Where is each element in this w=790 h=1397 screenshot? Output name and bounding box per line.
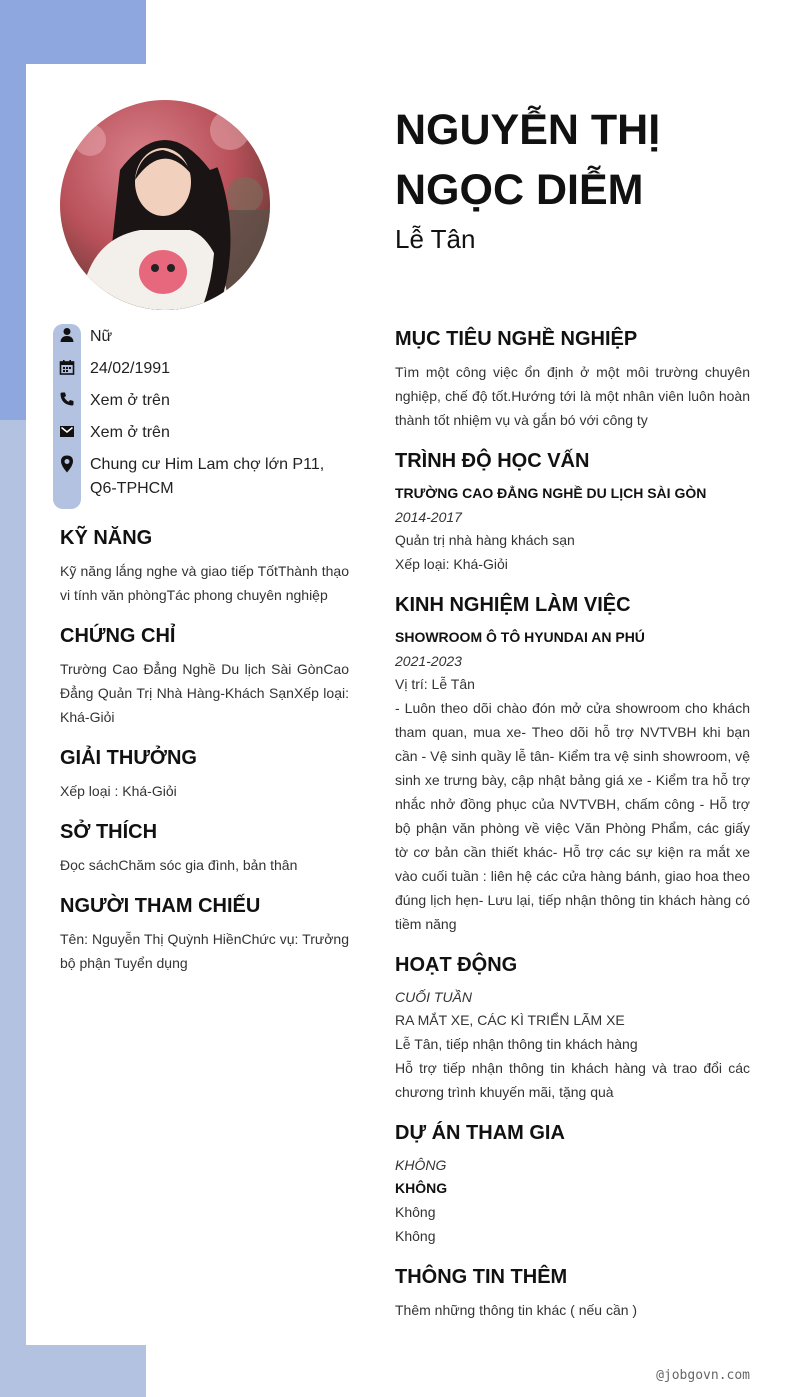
experience-position: Vị trí: Lễ Tân <box>395 676 475 692</box>
hobbies-heading: SỞ THÍCH <box>60 821 158 843</box>
projects-name: KHÔNG <box>395 1180 448 1196</box>
objective-text: Tìm một công việc ổn định ở một môi trường chuyên nghiệp, chế độ tốt.Hướng tới là một nhân viên luôn hoàn thành tốt nhiệm vụ và gắn bó với công ty <box>395 364 750 428</box>
projects-line-1: Không <box>395 1204 436 1220</box>
references-text: Tên: Nguyễn Thị Quỳnh HiềnChức vụ: Trưởng bộ phận Tuyển dụng <box>60 931 349 971</box>
experience-company: SHOWROOM Ô TÔ HYUNDAI AN PHÚ <box>395 629 645 645</box>
experience-heading: KINH NGHIỆM LÀM VIỆC <box>395 594 631 616</box>
mail-icon <box>59 423 75 439</box>
activities-event: RA MẮT XE, CÁC KÌ TRIỂN LÃM XE <box>395 1012 625 1028</box>
phone-icon <box>59 391 75 407</box>
candidate-name <box>395 100 755 220</box>
accent-strip-left <box>0 420 26 1397</box>
calendar-icon <box>59 359 75 375</box>
skills-text: Kỹ năng lắng nghe và giao tiếp TốtThành thạo vi tính văn phòngTác phong chuyên nghiệp <box>60 563 349 603</box>
name-line-1: NGUYỄN THỊ <box>395 106 661 154</box>
address-value: Chung cư Him Lam chợ lớn P11, Q6-TPHCM <box>90 456 325 497</box>
projects-heading: DỰ ÁN THAM GIA <box>395 1122 565 1144</box>
education-rank: Xếp loại: Khá-Giỏi <box>395 556 508 572</box>
additional-heading: THÔNG TIN THÊM <box>395 1266 568 1288</box>
education-school: TRƯỜNG CAO ĐẲNG NGHỀ DU LỊCH SÀI GÒN <box>395 485 707 501</box>
phone-value: Xem ở trên <box>90 392 170 409</box>
experience-period: 2021-2023 <box>395 653 462 669</box>
email-value: Xem ở trên <box>90 424 170 441</box>
hobbies-text: Đọc sáchChăm sóc gia đình, bản thân <box>60 857 298 873</box>
awards-text: Xếp loại : Khá-Giỏi <box>60 783 177 799</box>
education-period: 2014-2017 <box>395 509 462 525</box>
name-line-2: NGỌC DIỄM <box>395 166 644 214</box>
activities-heading: HOẠT ĐỘNG <box>395 954 518 976</box>
user-icon <box>59 327 75 343</box>
references-heading: NGƯỜI THAM CHIẾU <box>60 895 261 917</box>
certificates-heading: CHỨNG CHỈ <box>60 625 176 647</box>
avatar-photo <box>60 100 270 310</box>
skills-heading: KỸ NĂNG <box>60 527 153 549</box>
job-title: Lễ Tân <box>395 224 476 254</box>
education-heading: TRÌNH ĐỘ HỌC VẤN <box>395 450 590 472</box>
birthdate-value: 24/02/1991 <box>90 360 171 377</box>
objective-heading: MỤC TIÊU NGHỀ NGHIỆP <box>395 328 638 350</box>
certificates-text: Trường Cao Đẳng Nghề Du lịch Sài GònCao Đẳng Quản Trị Nhà Hàng-Khách SạnXếp loại: Khá-Giỏi <box>60 661 349 725</box>
projects-line-2: Không <box>395 1228 436 1244</box>
awards-heading: GIẢI THƯỞNG <box>60 747 197 769</box>
activities-description: Hỗ trợ tiếp nhận thông tin khách hàng và trao đổi các chương trình khuyến mãi, tặng quà <box>395 1060 750 1100</box>
additional-text: Thêm những thông tin khác ( nếu cần ) <box>395 1302 638 1318</box>
education-major: Quản trị nhà hàng khách sạn <box>395 532 575 548</box>
gender-value: Nữ <box>90 328 113 345</box>
activities-period: CUỐI TUẦN <box>395 989 472 1005</box>
location-pin-icon <box>59 455 75 471</box>
experience-description: - Luôn theo dõi chào đón mở cửa showroom cho khách tham quan, mua xe- Theo dõi hỗ trợ NVTVBH khi bạn cần - Vệ sinh quầy lễ tân- Kiểm tra vệ sinh showroom, vệ sinh xe trưng bày, cập nhật bảng giá xe - Kiểm tra hỗ trợ nhắc nhở đồng phục của NVTVBH, chấm công - Hỗ trợ bộ phận văn phòng về việc Văn Phòng Phẩm, các giấy tờ cơ bản cần thiết khác- Hỗ trợ các sự kiện ra mắt xe vào cuối tuần : liên hệ các cửa hàng bánh, giao hoa theo đúng lịch hẹn- Lưu lại, tiếp nhận thông tin khách hàng có tiềm năng <box>395 700 750 932</box>
activities-role: Lễ Tân, tiếp nhận thông tin khách hàng <box>395 1036 638 1052</box>
projects-period: KHÔNG <box>395 1157 447 1173</box>
contact-icon-bar <box>53 324 81 509</box>
accent-block-bottom <box>0 1345 146 1397</box>
watermark: @jobgovn.com <box>656 1368 750 1383</box>
